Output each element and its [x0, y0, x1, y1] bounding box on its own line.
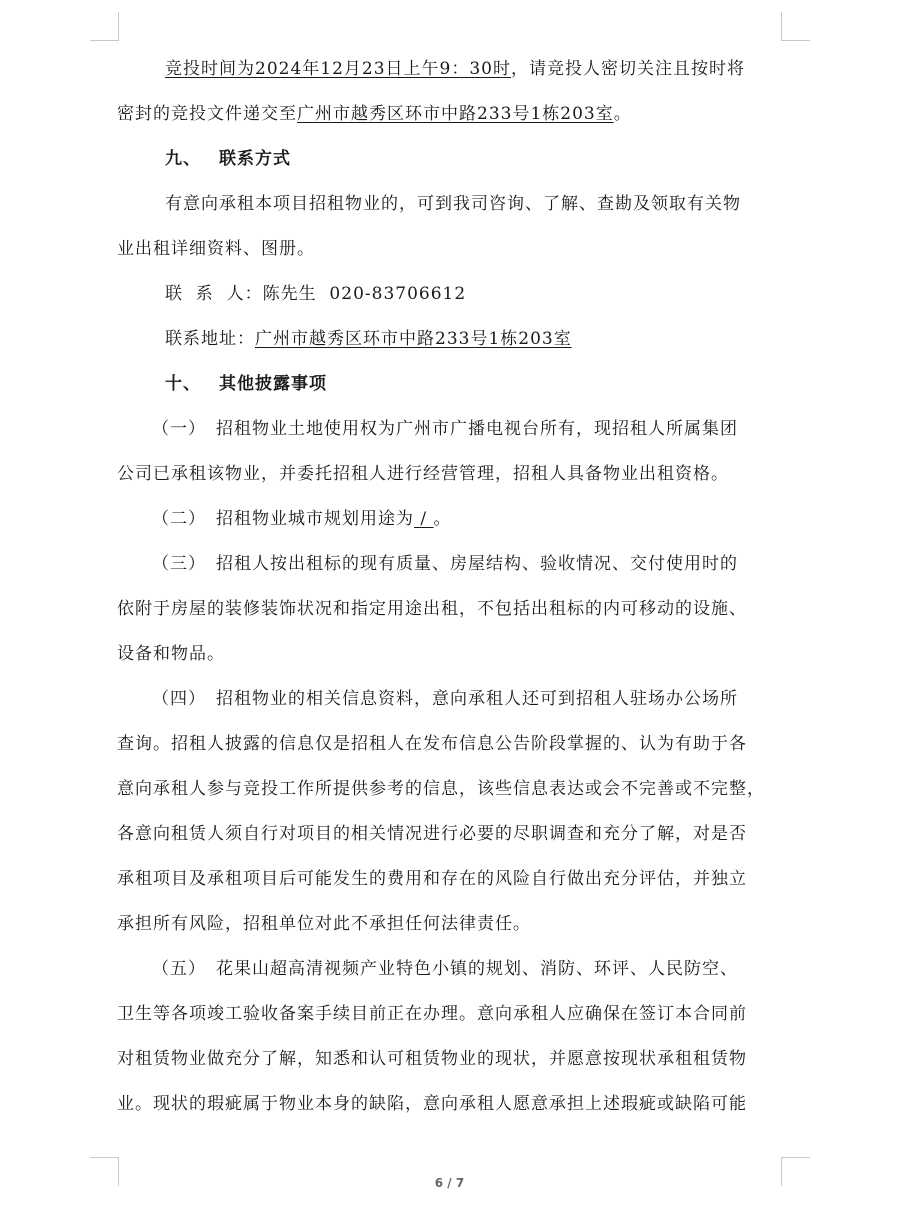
bid-time-text: 竞投时间为2024年12月23日上午9：30时	[165, 59, 511, 79]
paragraph-line: 业出租详细资料、图册。	[117, 239, 315, 259]
address-value: 广州市越秀区环市中路233号1栋203室	[255, 329, 572, 349]
contact-value: 陈先生 020-83706612	[262, 284, 467, 304]
address-label: 联系地址：	[165, 329, 255, 349]
item-4-line	[152, 687, 738, 711]
paragraph-line: 查询。招租人披露的信息仅是招租人在发布信息公告阶段掌握的、认为有助于各	[117, 734, 747, 754]
item-number: （二）	[152, 509, 206, 529]
item-1-line	[152, 417, 738, 441]
text-span: 招租物业的相关信息资料，意向承租人还可到招租人驻场办公场所	[216, 689, 738, 709]
crop-mark-top-left	[90, 12, 119, 41]
paragraph-line: 意向承租人参与竞投工作所提供参考的信息，该些信息表达或会不完善或不完整，	[117, 779, 765, 799]
paragraph-line: 承租项目及承租项目后可能发生的费用和存在的风险自行做出充分评估，并独立	[117, 869, 747, 889]
paragraph-line	[117, 102, 632, 126]
item-number: （三）	[152, 554, 206, 574]
item-number: （四）	[152, 689, 206, 709]
paragraph-line: 卫生等各项竣工验收备案手续目前正在办理。意向承租人应确保在签订本合同前	[117, 1004, 747, 1024]
contact-label: 联 系 人：	[165, 284, 263, 304]
paragraph-line: 对租赁物业做充分了解，知悉和认可租赁物业的现状，并愿意按现状承租租赁物	[117, 1049, 747, 1069]
paragraph-line: 有意向承租本项目招租物业的，可到我司咨询、了解、查勘及领取有关物	[165, 194, 741, 214]
item-5-line	[152, 957, 738, 981]
submission-address: 广州市越秀区环市中路233号1栋203室	[297, 104, 614, 124]
paragraph-line: 依附于房屋的装修装饰状况和指定用途出租，不包括出租标的内可移动的设施、	[117, 599, 747, 619]
item-3-line	[152, 552, 738, 576]
crop-mark-top-right	[781, 12, 810, 41]
section-heading-10	[165, 372, 327, 396]
paragraph-line: 公司已承租该物业，并委托招租人进行经营管理，招租人具备物业出租资格。	[117, 464, 729, 484]
section-title: 联系方式	[219, 149, 291, 169]
text-span: 。	[613, 104, 632, 124]
paragraph-line: 设备和物品。	[117, 644, 225, 664]
paragraph-line: 各意向租赁人须自行对项目的相关情况进行必要的尽职调查和充分了解，对是否	[117, 824, 747, 844]
item-number: （五）	[152, 959, 206, 979]
item-2-line	[152, 507, 452, 531]
section-number: 十、	[165, 374, 201, 394]
section-heading-9	[165, 147, 291, 171]
contact-person-line	[165, 282, 466, 306]
text-span: ，请竞投人密切关注且按时将	[510, 59, 745, 79]
text-span: 招租物业土地使用权为广州市广播电视台所有，现招租人所属集团	[216, 419, 738, 439]
paragraph-line: 承担所有风险，招租单位对此不承担任何法律责任。	[117, 914, 531, 934]
planned-use-value: /	[414, 509, 434, 529]
text-span: 。	[433, 509, 452, 529]
paragraph-line	[165, 57, 745, 81]
page-number: 6 / 7	[434, 1176, 465, 1190]
item-number: （一）	[152, 419, 206, 439]
text-span: 招租人按出租标的现有质量、房屋结构、验收情况、交付使用时的	[216, 554, 738, 574]
text-span: 密封的竞投文件递交至	[117, 104, 297, 124]
text-span: 招租物业城市规划用途为	[216, 509, 414, 529]
paragraph-line: 业。现状的瑕疵属于物业本身的缺陷，意向承租人愿意承担上述瑕疵或缺陷可能	[117, 1094, 747, 1114]
text-span: 花果山超高清视频产业特色小镇的规划、消防、环评、人民防空、	[216, 959, 738, 979]
contact-address-line	[165, 327, 572, 351]
section-number: 九、	[165, 149, 201, 169]
section-title: 其他披露事项	[219, 374, 327, 394]
